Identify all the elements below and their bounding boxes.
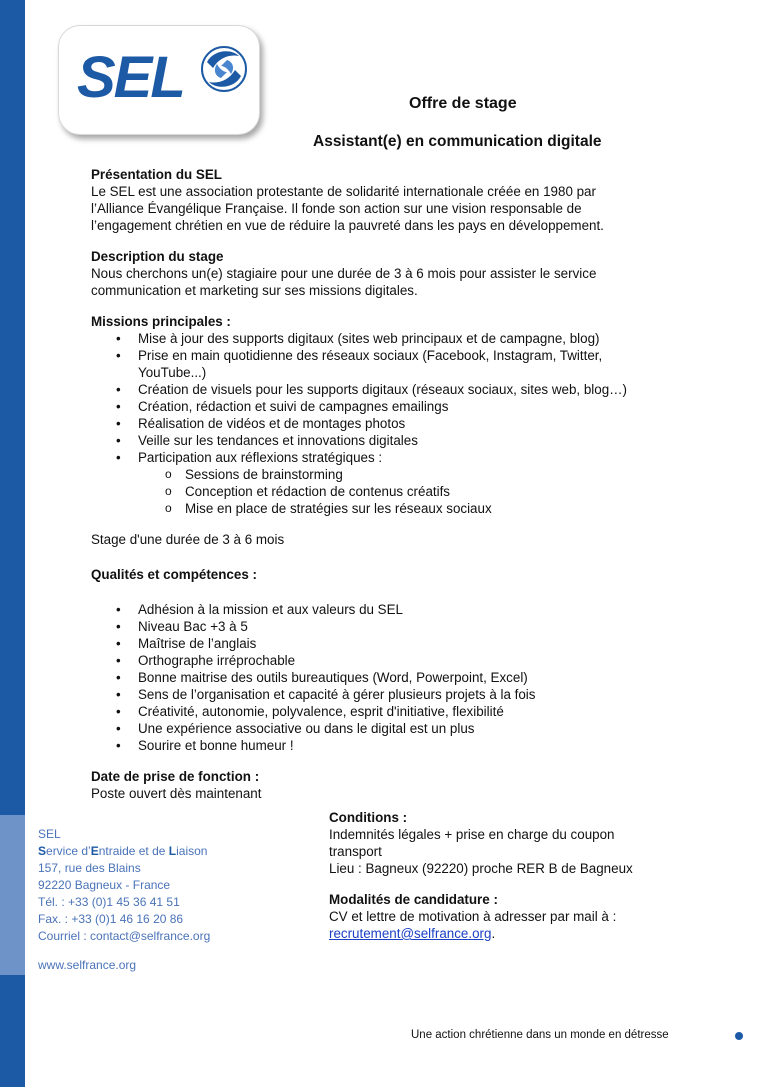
sidebar-band (0, 0, 25, 1087)
fullname-part: iaison (176, 844, 208, 858)
duration-text: Stage d'une durée de 3 à 6 mois (91, 532, 285, 547)
contact-email: Courriel : contact@selfrance.org (38, 929, 211, 943)
list-item: • Bonne maitrise des outils bureautiques (Word, Powerpoint, Excel) (138, 669, 691, 686)
conditions-line: Indemnités légales + prise en charge du coupon (329, 827, 615, 842)
list-item: • Adhésion à la mission et aux valeurs du SEL (138, 601, 691, 618)
application-email-period: . (491, 926, 496, 941)
list-item: • Maîtrise de l’anglais (138, 635, 691, 652)
sub-list-item: o Mise en place de stratégies sur les réseaux sociaux (185, 500, 691, 517)
fullname-part: ervice d’ (46, 844, 91, 858)
list-item: • Prise en main quotidienne des réseaux sociaux (Facebook, Instagram, Twitter, YouTube...) (138, 347, 638, 381)
missions-list (91, 330, 691, 517)
start-heading: Date de prise de fonction : (91, 769, 260, 784)
contact-tel: Tél. : +33 (0)1 45 36 41 51 (38, 895, 180, 909)
sub-list-item: o Conception et rédaction de contenus créatifs (185, 483, 691, 500)
start-text: Poste ouvert dès maintenant (91, 786, 262, 801)
description-line: Nous cherchons un(e) stagiaire pour une durée de 3 à 6 mois pour assister le service (91, 266, 597, 281)
contact-block (38, 826, 210, 974)
list-item: • Une expérience associative ou dans le digital est un plus (138, 720, 691, 737)
conditions-line: transport (329, 844, 382, 859)
qualities-section (91, 566, 691, 754)
list-item: • Niveau Bac +3 à 5 (138, 618, 691, 635)
contact-fullname (38, 843, 210, 860)
start-section (91, 768, 691, 802)
missions-heading: Missions principales : (91, 314, 231, 329)
description-heading: Description du stage (91, 249, 224, 264)
list-item (138, 449, 691, 517)
list-item: • Mise à jour des supports digitaux (sites web principaux et de campagne, blog) (138, 330, 691, 347)
initial-l: L (168, 844, 177, 858)
qualities-heading: Qualités et compétences : (91, 567, 257, 582)
page-subtitle: Assistant(e) en communication digitale (313, 133, 602, 150)
list-item: • Veille sur les tendances et innovations digitales (138, 432, 691, 449)
presentation-heading: Présentation du SEL (91, 167, 222, 182)
list-item: • Orthographe irréprochable (138, 652, 691, 669)
list-item: • Création, rédaction et suivi de campagnes emailings (138, 398, 691, 415)
main-content (91, 166, 691, 802)
contact-fax: Fax. : +33 (0)1 46 16 20 86 (38, 912, 184, 926)
missions-sublist (138, 466, 691, 517)
presentation-section (91, 166, 691, 234)
list-item-label: Participation aux réflexions stratégiques : (138, 450, 383, 465)
sel-logo (58, 25, 260, 135)
presentation-line: l’engagement chrétien en vue de réduire la pauvreté dans les pays en développement. (91, 218, 604, 233)
list-item: • Sens de l’organisation et capacité à gérer plusieurs projets à la fois (138, 686, 691, 703)
initial-e: E (90, 844, 99, 858)
fullname-part: ntraide et de (98, 844, 169, 858)
list-item: • Réalisation de vidéos et de montages photos (138, 415, 691, 432)
missions-section (91, 313, 691, 517)
contact-name: SEL (38, 827, 61, 841)
conditions-heading: Conditions : (329, 810, 408, 825)
contact-address1: 157, rue des Blains (38, 861, 141, 875)
application-email-line (329, 925, 669, 942)
list-item: • Sourire et bonne humeur ! (138, 737, 691, 754)
footer-tagline: Une action chrétienne dans un monde en détresse (411, 1029, 669, 1041)
contact-website[interactable]: www.selfrance.org (38, 958, 137, 972)
description-section (91, 248, 691, 299)
sidebar-band-light (0, 815, 25, 975)
conditions-line: Lieu : Bagneux (92220) proche RER B de Bagneux (329, 861, 633, 876)
application-email-link[interactable]: recrutement@selfrance.org (329, 926, 492, 941)
globe-icon (199, 44, 249, 94)
sub-list-item: o Sessions de brainstorming (185, 466, 691, 483)
presentation-line: l’Alliance Évangélique Française. Il fonde son action sur une vision responsable de (91, 201, 582, 216)
footer-dot (735, 1032, 743, 1040)
application-text: CV et lettre de motivation à adresser par mail à : (329, 909, 617, 924)
page-title: Offre de stage (409, 95, 517, 112)
description-line: communication et marketing sur ses missions digitales. (91, 283, 418, 298)
qualities-list (91, 601, 691, 754)
contact-address2: 92220 Bagneux - France (38, 878, 171, 892)
application-heading: Modalités de candidature : (329, 892, 498, 907)
list-item: • Créativité, autonomie, polyvalence, esprit d'initiative, flexibilité (138, 703, 691, 720)
conditions-block (329, 809, 669, 942)
logo-text: SEL (77, 45, 184, 110)
list-item: • Création de visuels pour les supports digitaux (réseaux sociaux, sites web, blog…) (138, 381, 691, 398)
initial-s: S (38, 844, 47, 858)
presentation-line: Le SEL est une association protestante de solidarité internationale créée en 1980 par (91, 184, 596, 199)
